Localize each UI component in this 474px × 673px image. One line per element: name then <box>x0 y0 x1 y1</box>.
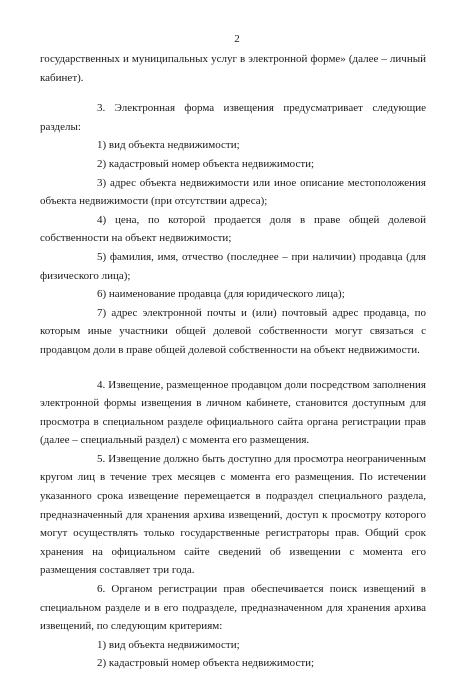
list-item-7: 7) адрес электронной почты и (или) почтовый адрес продавца, по которым иные участники общей долевой собственности могут связаться с продавцом доли в праве общей долевой собственности на объект недвижимости. <box>40 306 426 356</box>
paragraph-4: 4. Извещение, размещенное продавцом доли посредством заполнения электронной формы извещения в личном кабинете, становится доступным для просмотра в специальном разделе официального сайта органа регистрации прав (далее – специальный раздел) с момента его размещения. <box>40 378 426 447</box>
document-body <box>40 50 426 673</box>
list-item-5: 5) фамилия, имя, отчество (последнее – при наличии) продавца (для физического лица); <box>40 250 426 282</box>
page-number: 2 <box>234 33 240 45</box>
paragraph-6: 6. Органом регистрации прав обеспечивается поиск извещений в специальном разделе и в его подразделе, предназначенном для хранения архива извещений, по следующим критериям: <box>40 583 426 633</box>
list-item-2: 2) кадастровый номер объекта недвижимости; <box>97 157 315 170</box>
paragraph-continuation: государственных и муниципальных услуг в электронной форме» (далее – личный кабинет). <box>40 53 426 84</box>
list-item-6: 6) наименование продавца (для юридического лица); <box>97 288 345 301</box>
paragraph-3: 3. Электронная форма извещения предусматривает следующие разделы: <box>40 102 426 133</box>
criteria-item-2: 2) кадастровый номер объекта недвижимости; <box>97 657 315 670</box>
criteria-item-1: 1) вид объекта недвижимости; <box>97 638 240 651</box>
paragraph-5: 5. Извещение должно быть доступно для просмотра неограниченным кругом лиц в течение трех месяцев с момента его размещения. По истечении указанного срока извещение перемещается в подраздел специального раздела, предназначенный для хранения архива извещений, доступ к просмотру которого могут осуществлять только государственные регистраторы прав. Общий срок хранения на официальном сайте сведений об извещении с момента его размещения составляет три года. <box>40 452 426 577</box>
list-item-3: 3) адрес объекта недвижимости или иное описание местоположения объекта недвижимости (при отсутствии адреса); <box>40 176 426 208</box>
list-item-4: 4) цена, по которой продается доля в праве общей долевой собственности на объект недвижимости; <box>40 213 426 245</box>
list-item-1: 1) вид объекта недвижимости; <box>97 139 240 152</box>
